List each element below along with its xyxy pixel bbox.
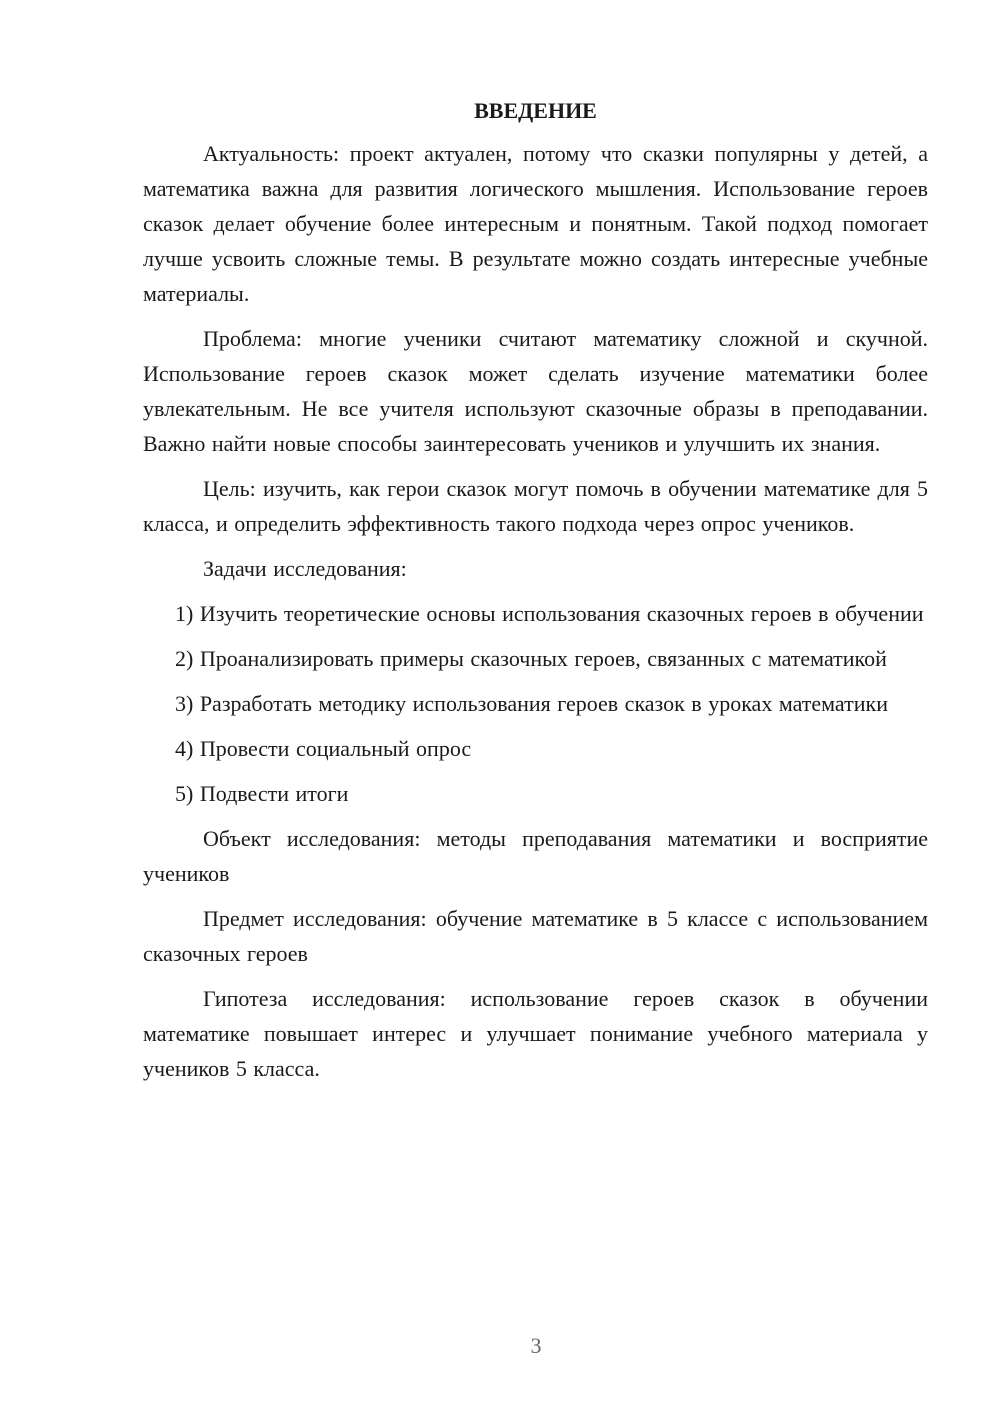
relevance-paragraph: Актуальность: проект актуален, потому что сказки популярны у детей, а математика важна для развития логического мышления. Использование героев сказок делает обучение более интересным и понятным. Такой подход помогает лучше усвоить сложные темы. В результате можно создать интересные учебные материалы. — [143, 141, 928, 306]
page-number: 3 — [530, 1333, 542, 1358]
list-item: 5) Подвести итоги — [175, 781, 349, 806]
page-title: ВВЕДЕНИЕ — [474, 98, 597, 123]
list-item: 2) Проанализировать примеры сказочных героев, связанных с математикой — [175, 646, 887, 671]
problem-paragraph: Проблема: многие ученики считают математику сложной и скучной. Использование героев сказок может сделать изучение математики более увлекательным. Не все учителя используют сказочные образы в преподавании. Важно найти новые способы заинтересовать учеников и улучшить их знания. — [143, 326, 928, 456]
document-page — [143, 96, 928, 1096]
list-item: 3) Разработать методику использования героев сказок в уроках математики — [175, 691, 888, 716]
object-paragraph: Объект исследования: методы преподавания математики и восприятие учеников — [143, 826, 928, 886]
goal-paragraph: Цель: изучить, как герои сказок могут помочь в обучении математике для 5 класса, и определить эффективность такого подхода через опрос учеников. — [143, 476, 928, 536]
hypothesis-paragraph: Гипотеза исследования: использование героев сказок в обучении математике повышает интерес и улучшает понимание учебного материала у учеников 5 класса. — [143, 986, 928, 1081]
tasks-heading: Задачи исследования: — [203, 556, 407, 581]
list-item: 4) Провести социальный опрос — [175, 736, 472, 761]
list-item: 1) Изучить теоретические основы использования сказочных героев в обучении — [175, 601, 924, 626]
subject-paragraph: Предмет исследования: обучение математике в 5 классе с использованием сказочных героев — [143, 906, 928, 966]
tasks-list — [143, 596, 928, 811]
